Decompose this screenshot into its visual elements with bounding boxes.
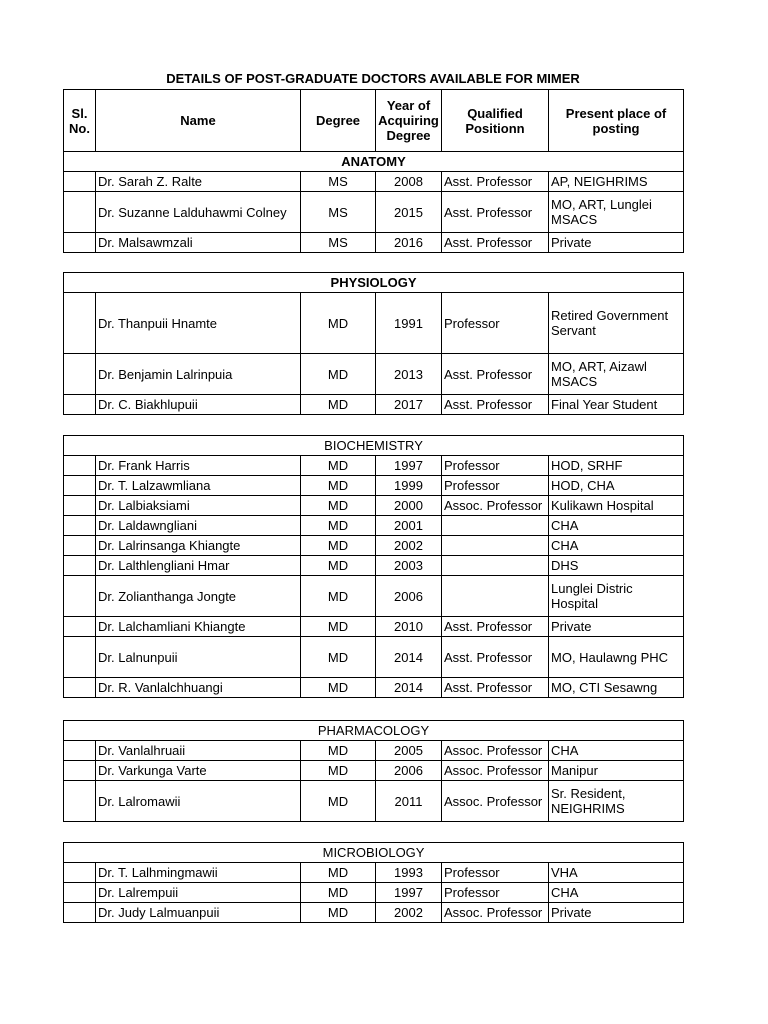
doctor-name: Dr. Zolianthanga Jongte	[96, 576, 301, 617]
degree: MD	[301, 761, 376, 781]
table-microbiology	[63, 842, 684, 923]
year: 2017	[376, 395, 442, 415]
table-row	[64, 536, 684, 556]
table-row	[64, 395, 684, 415]
table-pharmacology	[63, 720, 684, 822]
posting: MO, ART, Lunglei MSACS	[549, 192, 684, 233]
table-row	[64, 516, 684, 536]
section-title: ANATOMY	[64, 152, 684, 172]
doctor-name: Dr. Lalrempuii	[96, 883, 301, 903]
header-name: Name	[96, 90, 301, 152]
degree: MD	[301, 576, 376, 617]
posting: CHA	[549, 536, 684, 556]
table-row	[64, 556, 684, 576]
year: 2000	[376, 496, 442, 516]
degree: MD	[301, 741, 376, 761]
posting: VHA	[549, 863, 684, 883]
section-title: PHYSIOLOGY	[64, 273, 684, 293]
year: 1993	[376, 863, 442, 883]
degree: MD	[301, 781, 376, 822]
doctor-name: Dr. Lalnunpuii	[96, 637, 301, 678]
degree: MD	[301, 456, 376, 476]
degree: MD	[301, 637, 376, 678]
year: 1997	[376, 883, 442, 903]
degree: MD	[301, 556, 376, 576]
year: 2010	[376, 617, 442, 637]
table-row	[64, 192, 684, 233]
posting: Retired Government Servant	[549, 293, 684, 354]
doctor-name: Dr. Suzanne Lalduhawmi Colney	[96, 192, 301, 233]
degree: MD	[301, 617, 376, 637]
header-year: Year of Acquiring Degree	[376, 90, 442, 152]
table-physiology	[63, 272, 684, 415]
year: 2011	[376, 781, 442, 822]
year: 2006	[376, 576, 442, 617]
posting: Sr. Resident, NEIGHRIMS	[549, 781, 684, 822]
posting: AP, NEIGHRIMS	[549, 172, 684, 192]
table-row	[64, 678, 684, 698]
year: 2002	[376, 903, 442, 923]
degree: MS	[301, 233, 376, 253]
header-degree: Degree	[301, 90, 376, 152]
posting: HOD, SRHF	[549, 456, 684, 476]
year: 2015	[376, 192, 442, 233]
degree: MD	[301, 516, 376, 536]
posting: MO, CTI Sesawng	[549, 678, 684, 698]
doctor-name: Dr. Lalrinsanga Khiangte	[96, 536, 301, 556]
posting: DHS	[549, 556, 684, 576]
position: Assoc. Professor	[442, 741, 549, 761]
section-title: MICROBIOLOGY	[64, 843, 684, 863]
posting: Final Year Student	[549, 395, 684, 415]
position: Asst. Professor	[442, 192, 549, 233]
year: 1999	[376, 476, 442, 496]
doctor-name: Dr. Sarah Z. Ralte	[96, 172, 301, 192]
position: Asst. Professor	[442, 354, 549, 395]
table-row	[64, 781, 684, 822]
table-row	[64, 456, 684, 476]
doctor-name: Dr. R. Vanlalchhuangi	[96, 678, 301, 698]
doctor-name: Dr. Judy Lalmuanpuii	[96, 903, 301, 923]
posting: MO, ART, Aizawl MSACS	[549, 354, 684, 395]
degree: MS	[301, 172, 376, 192]
posting: CHA	[549, 883, 684, 903]
doctor-name: Dr. Lalchamliani Khiangte	[96, 617, 301, 637]
position: Professor	[442, 476, 549, 496]
position: Professor	[442, 863, 549, 883]
doctor-name: Dr. C. Biakhlupuii	[96, 395, 301, 415]
degree: MD	[301, 395, 376, 415]
position	[442, 576, 549, 617]
year: 2013	[376, 354, 442, 395]
posting: Private	[549, 233, 684, 253]
table-row	[64, 637, 684, 678]
table-row	[64, 903, 684, 923]
position: Asst. Professor	[442, 233, 549, 253]
position: Professor	[442, 456, 549, 476]
year: 2014	[376, 678, 442, 698]
table-row	[64, 354, 684, 395]
position	[442, 536, 549, 556]
posting: HOD, CHA	[549, 476, 684, 496]
posting: Lunglei Distric Hospital	[549, 576, 684, 617]
table-row	[64, 293, 684, 354]
position: Asst. Professor	[442, 637, 549, 678]
table-row	[64, 476, 684, 496]
section-title: PHARMACOLOGY	[64, 721, 684, 741]
table-row	[64, 496, 684, 516]
year: 2003	[376, 556, 442, 576]
position: Assoc. Professor	[442, 903, 549, 923]
degree: MD	[301, 536, 376, 556]
degree: MD	[301, 678, 376, 698]
posting: MO, Haulawng PHC	[549, 637, 684, 678]
posting: CHA	[549, 741, 684, 761]
table-row	[64, 863, 684, 883]
degree: MD	[301, 354, 376, 395]
year: 2008	[376, 172, 442, 192]
position: Asst. Professor	[442, 172, 549, 192]
position: Asst. Professor	[442, 617, 549, 637]
table-row	[64, 233, 684, 253]
table-row	[64, 883, 684, 903]
document-title: DETAILS OF POST-GRADUATE DOCTORS AVAILABLE FOR MIMER	[166, 71, 580, 86]
posting: CHA	[549, 516, 684, 536]
section-title: BIOCHEMISTRY	[64, 436, 684, 456]
doctor-name: Dr. Lalbiaksiami	[96, 496, 301, 516]
position: Asst. Professor	[442, 678, 549, 698]
table-biochemistry	[63, 435, 684, 698]
doctor-name: Dr. Benjamin Lalrinpuia	[96, 354, 301, 395]
year: 2005	[376, 741, 442, 761]
position	[442, 556, 549, 576]
doctor-name: Dr. Lalromawii	[96, 781, 301, 822]
header-position: Qualified Positionn	[442, 90, 549, 152]
posting: Kulikawn Hospital	[549, 496, 684, 516]
doctor-name: Dr. Varkunga Varte	[96, 761, 301, 781]
posting: Private	[549, 903, 684, 923]
year: 1991	[376, 293, 442, 354]
position: Professor	[442, 883, 549, 903]
doctor-name: Dr. Vanlalhruaii	[96, 741, 301, 761]
posting: Manipur	[549, 761, 684, 781]
year: 1997	[376, 456, 442, 476]
position: Professor	[442, 293, 549, 354]
doctor-name: Dr. T. Lalhmingmawii	[96, 863, 301, 883]
table-row	[64, 576, 684, 617]
position: Assoc. Professor	[442, 761, 549, 781]
position: Asst. Professor	[442, 395, 549, 415]
degree: MD	[301, 903, 376, 923]
header-sl-no: Sl. No.	[64, 90, 96, 152]
degree: MD	[301, 883, 376, 903]
degree: MD	[301, 293, 376, 354]
table-anatomy	[63, 89, 684, 253]
table-row	[64, 761, 684, 781]
year: 2001	[376, 516, 442, 536]
doctor-name: Dr. Thanpuii Hnamte	[96, 293, 301, 354]
degree: MD	[301, 476, 376, 496]
doctor-name: Dr. Lalthlengliani Hmar	[96, 556, 301, 576]
degree: MD	[301, 496, 376, 516]
header-posting: Present place of posting	[549, 90, 684, 152]
position	[442, 516, 549, 536]
position: Assoc. Professor	[442, 781, 549, 822]
table-row	[64, 617, 684, 637]
position: Assoc. Professor	[442, 496, 549, 516]
doctor-name: Dr. Frank Harris	[96, 456, 301, 476]
year: 2002	[376, 536, 442, 556]
table-row	[64, 741, 684, 761]
degree: MD	[301, 863, 376, 883]
degree: MS	[301, 192, 376, 233]
doctor-name: Dr. Laldawngliani	[96, 516, 301, 536]
year: 2016	[376, 233, 442, 253]
doctor-name: Dr. Malsawmzali	[96, 233, 301, 253]
year: 2014	[376, 637, 442, 678]
doctor-name: Dr. T. Lalzawmliana	[96, 476, 301, 496]
year: 2006	[376, 761, 442, 781]
posting: Private	[549, 617, 684, 637]
table-row	[64, 172, 684, 192]
